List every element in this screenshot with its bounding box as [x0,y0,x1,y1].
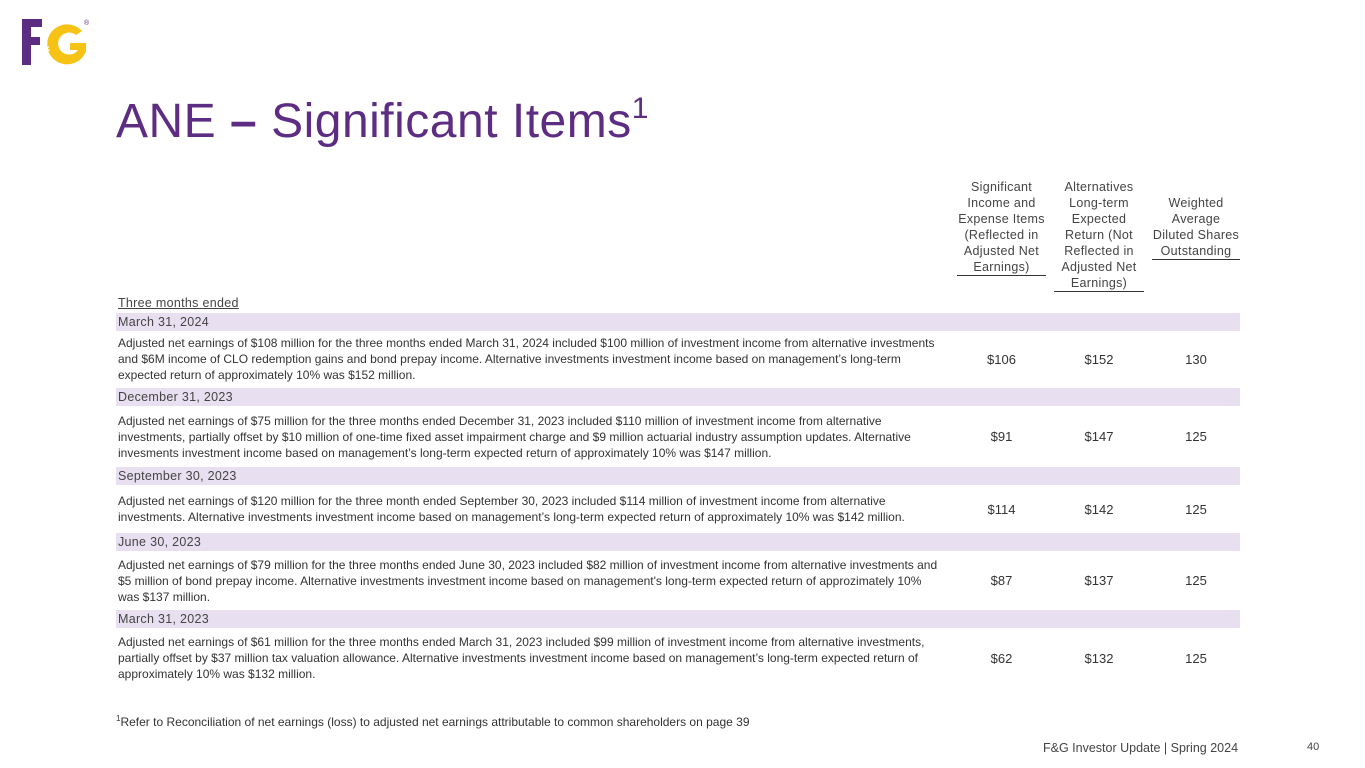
title-footnote-marker: 1 [631,92,649,125]
title-rest: Significant Items [257,95,632,148]
table-row [116,406,1240,467]
significant-items-value: $106 [987,351,1016,367]
table-row [116,485,1240,533]
section-date: December 31, 2023 [116,388,1240,406]
logo-registered-mark: ® [84,20,90,27]
row-description: Adjusted net earnings of $79 million for the three months ended June 30, 2023 included $82 million of investment income from alternative investments and $5 million of bond prepay income. Alternative investments investment income based on management's long-term expected return of approzimately 10% was $137 million. [118,557,938,604]
diluted-shares-value: 125 [1185,573,1207,588]
table-row [116,331,1240,387]
row-description: Adjusted net earnings of $120 million for the three month ended September 30, 2023 included $114 million of investment income from alternative investments. Alternative investments investment income based on management’s long-term expected return of approximately 10% was $142 million. [118,494,905,524]
section-date: September 30, 2023 [116,467,1240,485]
footnote-text: Refer to Reconciliation of net earnings (loss) to adjusted net earnings attributable to common shareholders on page 39 [120,715,750,729]
alternatives-return-value: $132 [1084,650,1114,666]
significant-items-value: $62 [990,650,1013,666]
page-title [116,92,649,148]
footnote-marker: 1 [116,714,121,723]
significant-items-value: $87 [990,573,1013,588]
alternatives-return-value: $142 [1084,501,1114,517]
alternatives-return-value: $152 [1084,351,1114,367]
significant-items-value: $114 [987,501,1016,517]
table-section [116,533,1240,610]
period-label: Three months ended [118,296,239,310]
footer-text: F&G Investor Update | Spring 2024 [1043,741,1239,755]
diluted-shares-value: 125 [1185,429,1207,444]
table-section [116,388,1240,467]
title-dash: – [230,95,258,148]
diluted-shares-value: 125 [1185,501,1207,517]
table-section [116,313,1240,387]
row-description: Adjusted net earnings of $108 million for the three months ended March 31, 2024 included $100 million of investment income from alternative investments and $6M income of CLO redemption gains and bond prepay income. Alternative investments investment income based on management’s long-term expected return of approximately 10% was $152 million. [118,336,935,382]
title-main: ANE [116,95,231,148]
section-date: June 30, 2023 [116,533,1240,551]
page-number: 40 [1307,741,1320,753]
significant-items-value: $91 [990,429,1013,444]
section-date: March 31, 2023 [116,610,1240,628]
logo-ampersand: & [40,38,51,54]
table-row [116,628,1240,688]
diluted-shares-value: 130 [1185,351,1207,367]
section-date: March 31, 2024 [116,313,1240,331]
diluted-shares-value: 125 [1185,650,1207,666]
table-row [116,551,1240,610]
fg-logo [20,17,90,67]
column-header-diluted-shares: Weighted Average Diluted Shares Outstanding [1152,196,1240,258]
column-header-significant-items: Significant Income and Expense Items (Reflected in Adjusted Net Earnings) [958,180,1045,274]
footnote [116,714,750,729]
column-header-alternatives-return: Alternatives Long-term Expected Return (Not Reflected in Adjusted Net Earnings) [1054,179,1144,292]
alternatives-return-value: $147 [1084,429,1114,444]
row-description: Adjusted net earnings of $61 million for the three months ended March 31, 2023 included $99 million of investment income from alternative investments, partially offset by $37 million tax valuation allowance. Alternative investments investment income based on management’s long-term expected return of approximately 10% was $132 million. [118,635,925,681]
table-section [116,610,1240,688]
alternatives-return-value: $137 [1084,573,1114,588]
table-section [116,467,1240,533]
row-description: Adjusted net earnings of $75 million for the three months ended December 31, 2023 included $110 million of investment income from alternative investments, partially offset by $10 million of one-time fixed asset impairment charge and $9 million actuarial industry assumption updates. Alternative invesments investment income based on management’s long-term expected return of approximately 10% was $147 million. [118,413,911,460]
